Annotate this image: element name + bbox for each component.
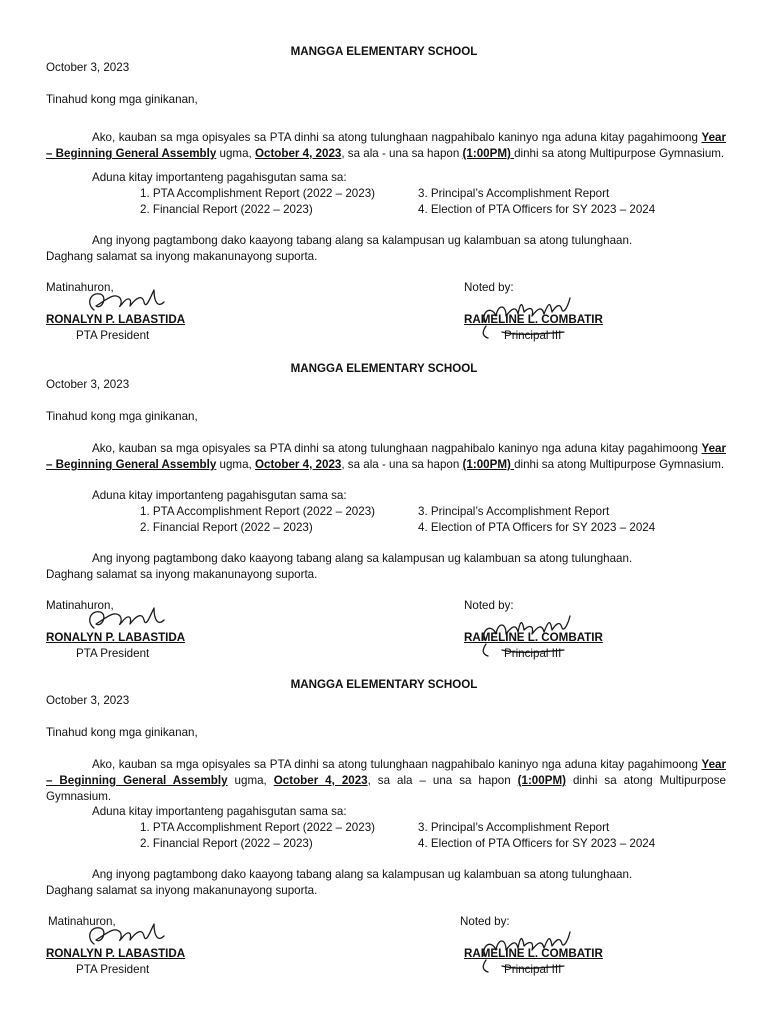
school-name: MANGGA ELEMENTARY SCHOOL (290, 45, 478, 58)
event-time: (1:00PM) (462, 458, 515, 471)
agenda-item: 4. Election of PTA Officers for SY 2023 – 2024 (418, 837, 656, 850)
agenda-item: 1. PTA Accomplishment Report (2022 – 2023) (140, 505, 376, 518)
agenda-intro: Aduna kitay importanteng pagahisgutan sama sa: (92, 171, 347, 184)
event-time: (1:00PM) (517, 774, 566, 787)
agenda-item: 2. Financial Report (2022 – 2023) (140, 203, 313, 216)
agenda-intro: Aduna kitay importanteng pagahisgutan sama sa: (92, 489, 347, 502)
body-paragraph (46, 130, 726, 162)
principal-name: RAMELINE L. COMBATIR (464, 631, 603, 644)
meeting-notice (0, 677, 768, 995)
event-name: Year – Beginning General Assembly (46, 442, 726, 471)
agenda-item: 2. Financial Report (2022 – 2023) (140, 521, 313, 534)
president-name: RONALYN P. LABASTIDA (46, 947, 186, 960)
body-mid-2: , sa ala - una sa hapon (341, 147, 463, 160)
closing-line: Ang inyong pagtambong dako kaayong tabang alang sa kalampusan ug kalambuan sa atong tulunghaan. (92, 868, 633, 881)
body-intro: Ako, kauban sa mga opisyales sa PTA dinhi sa atong tulunghaan nagpahibalo kaninyo nga aduna kitay pagahimoong (92, 442, 702, 455)
body-mid-1: ugma, (216, 458, 255, 471)
body-paragraph (46, 441, 726, 473)
event-time: (1:00PM) (462, 147, 515, 160)
letter-date: October 3, 2023 (46, 61, 130, 74)
right-sign-off: Noted by: (464, 281, 514, 294)
agenda-item: 4. Election of PTA Officers for SY 2023 – 2024 (418, 203, 656, 216)
left-sign-off: Matinahuron, (48, 915, 116, 928)
body-tail: dinhi sa atong Multipurpose Gymnasium. (514, 147, 725, 160)
meeting-notice (0, 361, 768, 679)
body-intro: Ako, kauban sa mga opisyales sa PTA dinhi sa atong tulunghaan nagpahibalo kaninyo nga aduna kitay pagahimoong (92, 131, 702, 144)
right-sign-off: Noted by: (464, 599, 514, 612)
principal-title: Principal III (504, 963, 562, 976)
agenda-item: 3. Principal’s Accomplishment Report (418, 187, 610, 200)
left-sign-off: Matinahuron, (46, 281, 114, 294)
closing-line: Ang inyong pagtambong dako kaayong tabang alang sa kalampusan ug kalambuan sa atong tulunghaan. (92, 552, 633, 565)
event-name: Year – Beginning General Assembly (46, 131, 726, 160)
agenda-item: 4. Election of PTA Officers for SY 2023 – 2024 (418, 521, 656, 534)
principal-title: Principal III (504, 329, 562, 342)
school-name: MANGGA ELEMENTARY SCHOOL (290, 362, 478, 375)
agenda-intro: Aduna kitay importanteng pagahisgutan sama sa: (92, 805, 347, 818)
thanks-line: Daghang salamat sa inyong makanunayong suporta. (46, 568, 318, 581)
agenda-item: 1. PTA Accomplishment Report (2022 – 2023) (140, 821, 376, 834)
event-date: October 4, 2023 (254, 458, 342, 471)
body-mid-1: ugma, (216, 147, 255, 160)
thanks-line: Daghang salamat sa inyong makanunayong suporta. (46, 884, 318, 897)
body-mid-2: , sa ala - una sa hapon (341, 458, 463, 471)
closing-line: Ang inyong pagtambong dako kaayong tabang alang sa kalampusan ug kalambuan sa atong tulunghaan. (92, 234, 633, 247)
right-sign-off: Noted by: (460, 915, 510, 928)
body-mid-2: , sa ala – una sa hapon (367, 774, 518, 787)
president-title: PTA President (76, 329, 150, 342)
salutation: Tinahud kong mga ginikanan, (46, 410, 198, 423)
body-tail: dinhi sa atong Multipurpose Gymnasium. (46, 774, 726, 803)
body-intro: Ako, kauban sa mga opisyales sa PTA dinhi sa atong tulunghaan nagpahibalo kaninyo nga aduna kitay pagahimoong (92, 758, 702, 771)
president-name: RONALYN P. LABASTIDA (46, 631, 186, 644)
thanks-line: Daghang salamat sa inyong makanunayong suporta. (46, 250, 318, 263)
principal-name: RAMELINE L. COMBATIR (464, 947, 603, 960)
principal-title: Principal III (504, 647, 562, 660)
agenda-item: 1. PTA Accomplishment Report (2022 – 2023) (140, 187, 376, 200)
body-tail: dinhi sa atong Multipurpose Gymnasium. (514, 458, 725, 471)
body-paragraph (46, 757, 726, 805)
school-name: MANGGA ELEMENTARY SCHOOL (290, 678, 478, 691)
principal-name: RAMELINE L. COMBATIR (464, 313, 603, 326)
president-title: PTA President (76, 647, 150, 660)
agenda-item: 2. Financial Report (2022 – 2023) (140, 837, 313, 850)
left-sign-off: Matinahuron, (46, 599, 114, 612)
event-name: Year – Beginning General Assembly (46, 758, 726, 787)
salutation: Tinahud kong mga ginikanan, (46, 726, 198, 739)
letter-date: October 3, 2023 (46, 694, 130, 707)
letter-date: October 3, 2023 (46, 378, 130, 391)
body-mid-1: ugma, (227, 774, 274, 787)
meeting-notice (0, 44, 768, 362)
agenda-item: 3. Principal’s Accomplishment Report (418, 505, 610, 518)
agenda-item: 3. Principal’s Accomplishment Report (418, 821, 610, 834)
event-date: October 4, 2023 (254, 147, 342, 160)
salutation: Tinahud kong mga ginikanan, (46, 93, 198, 106)
president-title: PTA President (76, 963, 150, 976)
president-name: RONALYN P. LABASTIDA (46, 313, 186, 326)
event-date: October 4, 2023 (273, 774, 368, 787)
